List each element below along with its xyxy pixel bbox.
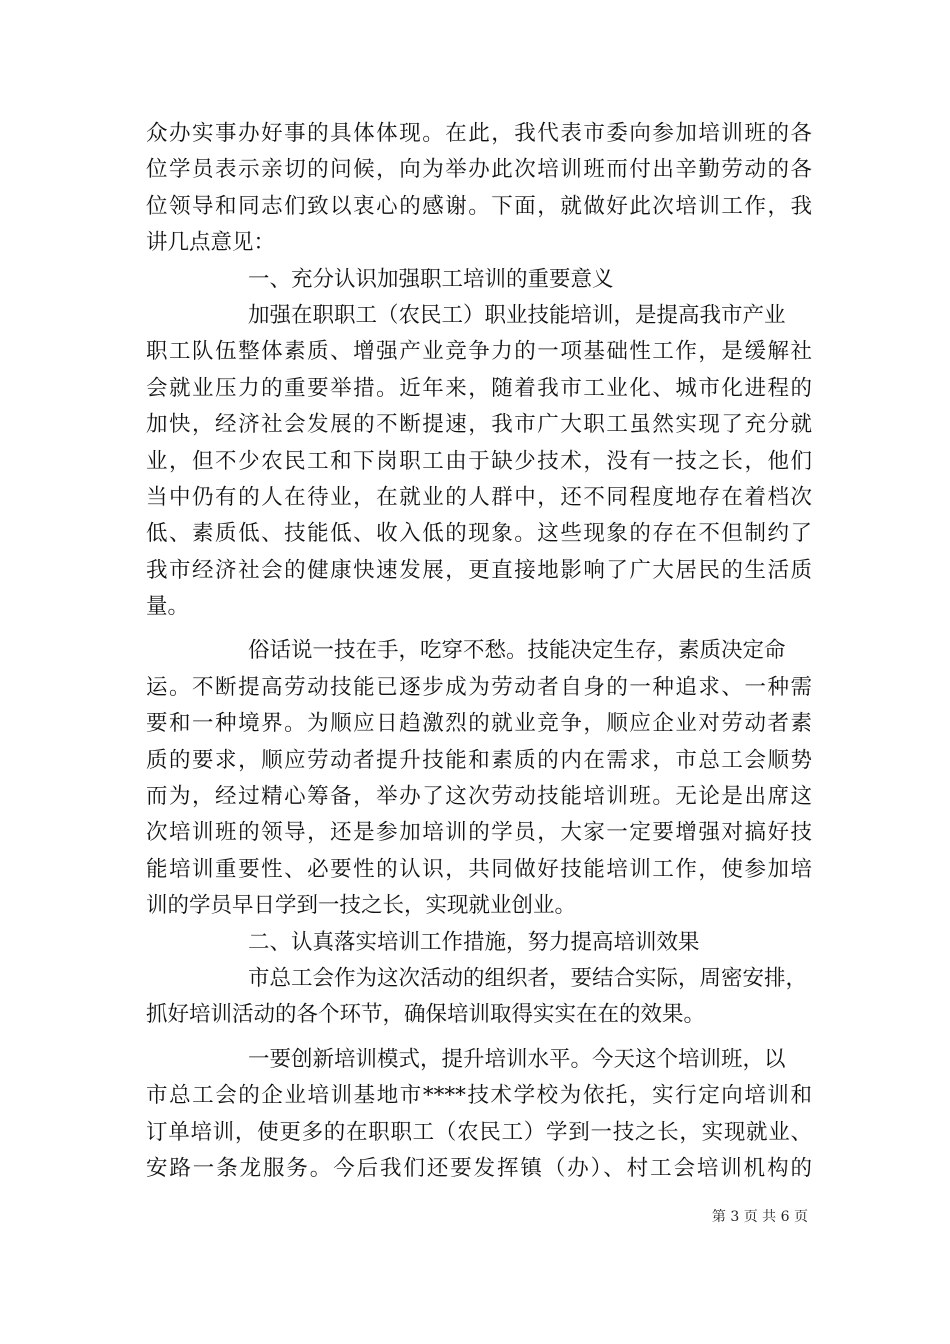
text-line: 会就业压力的重要举措。近年来，随着我市工业化、城市化进程的 — [146, 375, 812, 401]
text-line: 一要创新培训模式，提升培训水平。今天这个培训班，以 — [248, 1046, 786, 1072]
text-line: 众办实事办好事的具体体现。在此，我代表市委向参加培训班的各 — [146, 121, 812, 146]
paragraph-gap — [146, 625, 812, 633]
paragraph-gap — [146, 1034, 812, 1042]
section-heading: 一、充分认识加强职工培训的重要意义 — [248, 266, 614, 292]
text-line: 质的要求，顺应劳动者提升技能和素质的内在需求，市总工会顺势 — [146, 747, 812, 773]
page-number: 第 3 页 共 6 页 — [711, 1209, 808, 1225]
text-line: 要和一种境界。为顺应日趋激烈的就业竞争，顺应企业对劳动者素 — [146, 711, 812, 737]
text-line: 安路一条龙服务。今后我们还要发挥镇（办）、村工会培训机构的 — [146, 1155, 812, 1181]
text-line: 次培训班的领导，还是参加培训的学员，大家一定要增强对搞好技 — [146, 820, 812, 846]
text-line: 能培训重要性、必要性的认识，共同做好技能培训工作，使参加培 — [146, 856, 812, 882]
text-line: 训的学员早日学到一技之长，实现就业创业。 — [146, 893, 577, 919]
text-line: 位学员表示亲切的问候，向为举办此次培训班而付出辛勤劳动的各 — [146, 157, 812, 183]
text-line: 抓好培训活动的各个环节，确保培训取得实实在在的效果。 — [146, 1002, 706, 1028]
text-line: 加强在职职工（农民工）职业技能培训，是提高我市产业 — [248, 302, 786, 328]
text-line: 市总工会作为这次活动的组织者，要结合实际，周密安排， — [248, 965, 808, 991]
text-line: 量。 — [146, 594, 190, 620]
text-line: 俗话说一技在手，吃穿不愁。技能决定生存，素质决定命 — [248, 638, 786, 664]
text-line: 当中仍有的人在待业，在就业的人群中，还不同程度地存在着档次 — [146, 484, 812, 510]
text-line: 而为，经过精心筹备，举办了这次劳动技能培训班。无论是出席这 — [146, 784, 812, 810]
document-body — [146, 116, 812, 1187]
text-line: 运。不断提高劳动技能已逐步成为劳动者自身的一种追求、一种需 — [146, 674, 812, 700]
section-heading: 二、认真落实培训工作措施，努力提高培训效果 — [248, 929, 700, 955]
text-line: 讲几点意见： — [146, 230, 276, 256]
text-line: 市总工会的企业培训基地市****技术学校为依托，实行定向培训和 — [146, 1083, 812, 1109]
text-line: 低、素质低、技能低、收入低的现象。这些现象的存在不但制约了 — [146, 521, 812, 547]
text-line: 位领导和同志们致以衷心的感谢。下面，就做好此次培训工作，我 — [146, 193, 812, 219]
text-line: 我市经济社会的健康快速发展，更直接地影响了广大居民的生活质 — [146, 557, 812, 583]
text-line: 加快，经济社会发展的不断提速，我市广大职工虽然实现了充分就 — [146, 412, 812, 438]
text-line: 订单培训，使更多的在职职工（农民工）学到一技之长，实现就业、 — [146, 1119, 812, 1145]
text-line: 业，但不少农民工和下岗职工由于缺少技术，没有一技之长，他们 — [146, 448, 812, 474]
text-line: 职工队伍整体素质、增强产业竞争力的一项基础性工作，是缓解社 — [146, 339, 812, 365]
